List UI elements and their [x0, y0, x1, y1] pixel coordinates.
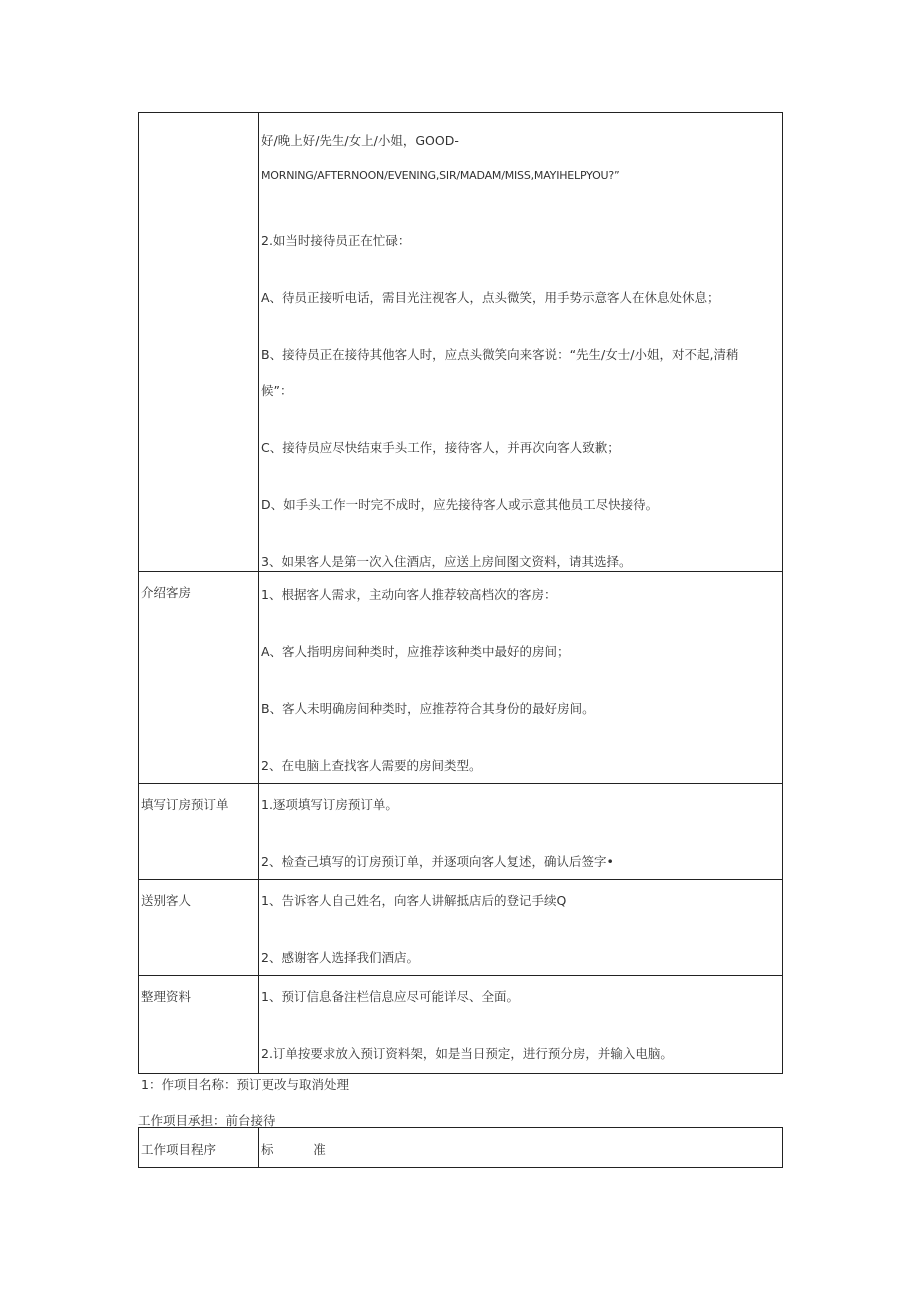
row-label-cell: [139, 572, 259, 783]
row-content-cell: [259, 113, 782, 571]
content-line: 好/晚上好/先生/女上/小姐，GOOD-: [261, 133, 459, 148]
content-line: 2.订单按要求放入预订资料架，如是当日预定，进行预分房，并输入电脑。: [261, 1046, 673, 1061]
row-label-cell: [139, 113, 259, 571]
row-content-cell: [259, 572, 782, 783]
content-line: 2、检查己填写的订房预订单，并逐项向客人复述，确认后签字•: [261, 854, 614, 869]
content-line: 2、感谢客人选择我们酒店。: [261, 950, 419, 965]
header-cell-procedure: [139, 1128, 259, 1167]
header-table: [138, 1127, 783, 1168]
header-procedure-label: 工作项目程序: [141, 1142, 217, 1157]
row-content-cell: [259, 784, 782, 879]
content-line: 1、根据客人需求，主动向客人推荐较高档次的客房：: [261, 587, 557, 602]
row-label: 填写订房预订单: [141, 797, 229, 812]
content-line: 2.如当时接待员正在忙碌：: [261, 233, 411, 248]
table-row: [139, 113, 782, 572]
row-label: 送别客人: [141, 893, 192, 908]
content-line: A、待员正接听电话，需目光注视客人，点头微笑，用手势示意客人在休息处休息；: [261, 290, 720, 305]
row-label: 整理资料: [141, 989, 192, 1004]
content-line: 3、如果客人是第一次入住酒店，应送上房间图文资料，请其选择。: [261, 554, 632, 569]
content-line: 1、预订信息备注栏信息应尽可能详尽、全面。: [261, 989, 519, 1004]
row-content-cell: [259, 880, 782, 975]
table-row: [139, 572, 782, 784]
table-row: [139, 784, 782, 880]
table-header-row: [139, 1128, 782, 1167]
work-item-owner: 工作项目承担：前台接待: [138, 1113, 276, 1128]
work-item-name: 1：作项目名称：预订更改与取消处理: [141, 1077, 349, 1092]
content-line: B、接待员正在接待其他客人时，应点头微笑向来客说：“先生/女士/小姐，对不起,清稍: [261, 347, 739, 362]
content-line: 2、在电脑上查找客人需要的房间类型。: [261, 758, 482, 773]
content-line: 1.逐项填写订房预订单。: [261, 797, 398, 812]
content-line: 1、告诉客人自己姓名，向客人讲解抵店后的登记手续Q: [261, 893, 567, 908]
content-line: D、如手头工作一时完不成时，应先接待客人或示意其他员工尽快接待。: [261, 497, 659, 512]
row-label-cell: [139, 784, 259, 879]
header-cell-standard: [259, 1128, 782, 1167]
header-standard-label: 标 准: [261, 1142, 326, 1157]
procedure-table: [138, 112, 783, 1074]
table-row: [139, 976, 782, 1073]
content-line: C、接待员应尽快结束手头工作，接待客人，并再次向客人致歉；: [261, 440, 620, 455]
row-label: 介绍客房: [141, 585, 192, 600]
table-row: [139, 880, 782, 976]
content-line: MORNING/AFTERNOON/EVENING,SIR/MADAM/MISS,MAYIHELPYOU?”: [261, 169, 620, 182]
row-content-cell: [259, 976, 782, 1073]
row-label-cell: [139, 880, 259, 975]
content-line: A、客人指明房间种类时，应推荐该种类中最好的房间；: [261, 644, 570, 659]
content-line: 候”：: [261, 383, 293, 398]
content-line: B、客人未明确房间种类时，应推荐符合其身份的最好房间。: [261, 701, 595, 716]
row-label-cell: [139, 976, 259, 1073]
